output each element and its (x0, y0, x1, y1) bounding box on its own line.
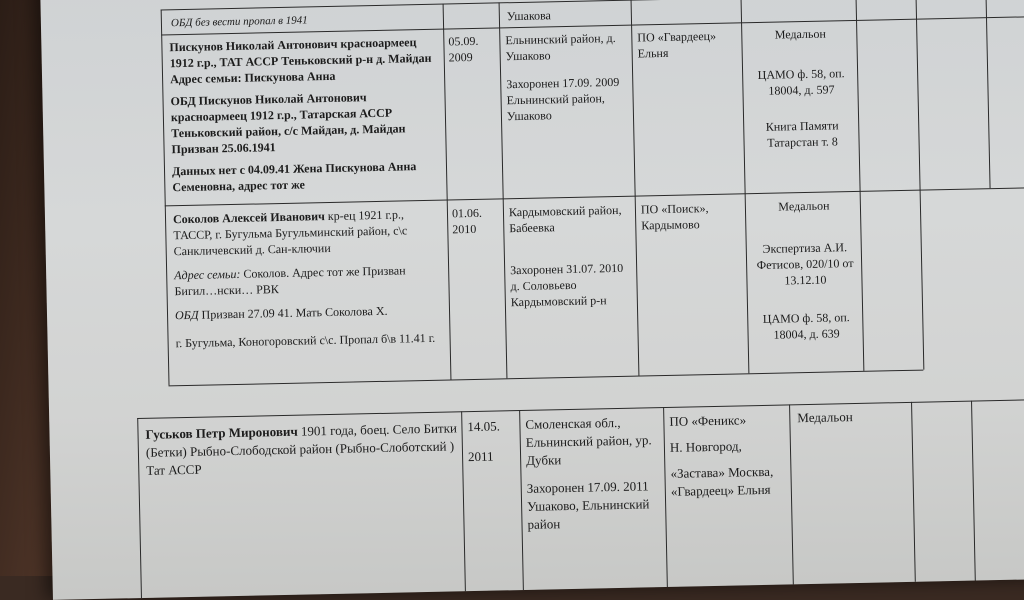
row3-place-cell (525, 413, 662, 540)
row3-date-cell (467, 418, 518, 471)
row2-obd-label: ОБД (174, 307, 199, 323)
document-page (40, 0, 1024, 600)
row1-nodata: Данных нет с 04.09.41 Жена Пискунова Анна Семеновна, адрес тот же (171, 159, 417, 195)
row3-person-rest: 1901 года, боец. Село Битки (Бетки) Рыбно-Слободской район (Рыбно-Слоботский ) Тат АССР (145, 420, 458, 478)
row1-book: Книга Памяти Татарстан т. 8 (765, 118, 839, 150)
row2-family-rest: Соколов. Адрес тот же Призван Бигил…нски… РВК (174, 263, 406, 299)
row0-place: Ушакова (506, 8, 552, 24)
row3-org3: «Застава» Москва, «Гвардеец» Ельня (670, 463, 774, 499)
row2-person-name: Соколов Алексей Иванович (172, 209, 325, 227)
row1-info-cell (747, 25, 856, 157)
row1-person-cell (169, 34, 442, 202)
row2-date: 01.06. 2010 (451, 205, 483, 237)
row1-person: Пискунов Николай Антонович красноармеец 1912 г.р., ТАТ АССР Теньковский р-н д. Майдан Адрес семьи: Пискунова Анна (169, 35, 432, 87)
row2-expertise: Экспертиза А.И. Фетисов, 020/10 от 13.12.10 (756, 240, 854, 288)
row2-city: г. Бугульма, Коногоровский с\с. Пропал б\в 11.41 г. (175, 330, 436, 351)
row2-obd-rest: Призван 27.09 41. Мать Соколова Х. (198, 303, 388, 322)
column-line (789, 404, 794, 584)
row1-place-found: Ельнинский район, д. Ушаково (505, 30, 616, 64)
column-line (137, 418, 142, 598)
column-line (161, 9, 170, 385)
row2-org: ПО «Поиск», Кардымово (640, 201, 709, 233)
row1-org: ПО «Гвардеец» Ельня (637, 28, 717, 61)
row3-date2: 2011 (467, 448, 494, 465)
row1-buried: Захоронен 17.09. 2009 Ельнинский район, Ушаково (506, 74, 620, 124)
row1-archive: ЦАМО ф. 58, оп. 18004, д. 597 (757, 66, 845, 98)
row2-archive: ЦАМО ф. 58, оп. 18004, д. 639 (762, 310, 850, 342)
row3-person-name: Гуськов Петр Миронович (145, 423, 298, 442)
table-border-bottom (169, 370, 924, 387)
column-line (971, 401, 976, 581)
row3-org2: Н. Новгород, (669, 438, 742, 455)
row2-medal: Медальон (778, 198, 830, 214)
row1-obd: ОБД Пискунов Николай Антонович красноармеец 1912 г.р., Татарская АССР Теньковский район, с/с Майдан, д. Майдан Призван 25.06.1941 (170, 90, 406, 157)
row3-buried: Захоронен 17.09. 2011 Ушаково, Ельнинский район (526, 478, 650, 532)
row3-org1: ПО «Феникс» (669, 412, 747, 429)
column-line (915, 0, 924, 370)
row2-place-found: Кардымовский район, Бабеевка (508, 202, 622, 236)
row3-place-found: Смоленская обл., Ельнинский район, ур. Дубки (525, 414, 652, 468)
row2-place-cell (509, 202, 633, 317)
column-line (985, 0, 990, 188)
row1-date: 05.09. 2009 (448, 33, 479, 65)
row2-person-cell (173, 206, 446, 358)
row3-date1: 14.05. (467, 418, 501, 435)
row2-info-cell (751, 197, 860, 349)
row2-person-rest: кр-ец 1921 г.р., ТАССР, г. Бугульма Бугульминский район, с\с Санкличевский д. Сан-ключии (173, 207, 408, 259)
row1-medal: Медальон (774, 26, 826, 42)
row3-person (145, 419, 458, 480)
row2-family-label: Адрес семьи: (174, 266, 241, 283)
row0-obd-note: ОБД без вести пропал в 1941 (170, 14, 308, 30)
row2-buried: Захоронен 31.07. 2010 д. Соловьево Кардымовский р-н (510, 260, 624, 310)
row3-medal: Медальон (797, 409, 853, 426)
column-line (461, 411, 466, 591)
column-line (663, 407, 668, 587)
column-line (519, 410, 524, 590)
column-line (911, 402, 916, 582)
row1-place-cell (505, 30, 629, 131)
row3-org-cell (669, 410, 789, 506)
